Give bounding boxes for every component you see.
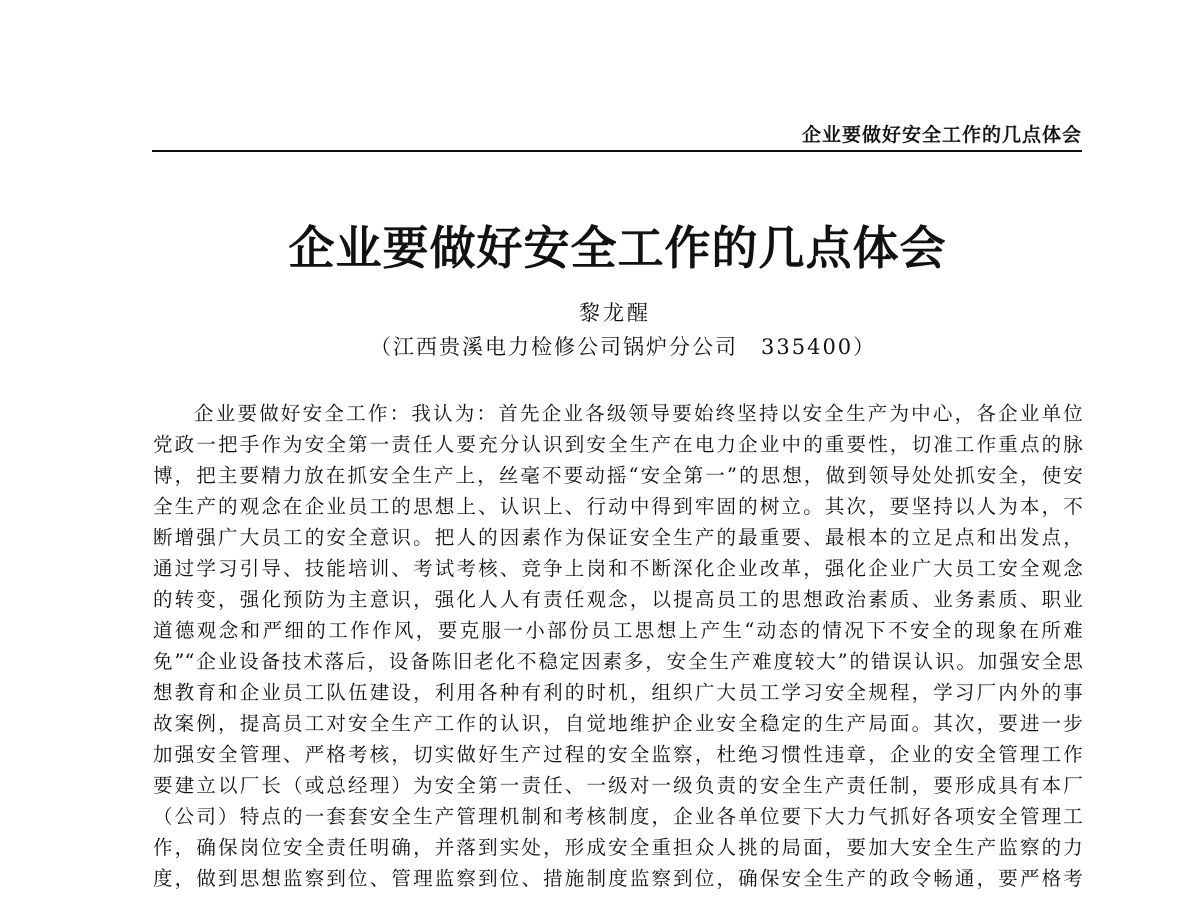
article-title: 企业要做好安全工作的几点体会 (288, 221, 947, 275)
article-body (153, 398, 1083, 894)
author-name: 黎龙醒 (579, 301, 651, 325)
body-line: （公司）特点的一套套安全生产管理机制和考核制度，企业各单位要下大力气抓好各项安全管理工 (153, 805, 1083, 828)
body-line: 全生产的观念在企业员工的思想上、认识上、行动中得到牢固的树立。其次，要坚持以人为本，不 (153, 495, 1083, 518)
body-line: 度，做到思想监察到位、管理监察到位、措施制度监察到位，确保安全生产的政令畅通，要严格考 (153, 867, 1083, 890)
body-line: 党政一把手作为安全第一责任人要充分认识到安全生产在电力企业中的重要性，切准工作重点的脉 (153, 433, 1083, 456)
body-line: 企业要做好安全工作：我认为：首先企业各级领导要始终坚持以安全生产为中心，各企业单位 (194, 402, 1083, 425)
body-line: 故案例，提高员工对安全生产工作的认识，自觉地维护企业安全稳定的生产局面。其次，要进一步 (153, 712, 1083, 735)
author-affiliation: （江西贵溪电力检修公司锅炉分公司 335400） (370, 335, 877, 359)
body-line: 博，把主要精力放在抓安全生产上，丝毫不要动摇“安全第一”的思想，做到领导处处抓安全，使安 (153, 464, 1083, 487)
body-line: 断增强广大员工的安全意识。把人的因素作为保证安全生产的最重要、最根本的立足点和出发点， (153, 526, 1083, 549)
body-line: 加强安全管理、严格考核，切实做好生产过程的安全监察，杜绝习惯性违章，企业的安全管理工作 (153, 743, 1083, 766)
body-line: 的转变，强化预防为主意识，强化人人有责任观念，以提高员工的思想政治素质、业务素质、职业 (153, 588, 1083, 611)
body-line: 道德观念和严细的工作作风，要克服一小部份员工思想上产生“动态的情况下不安全的现象在所难 (153, 619, 1083, 642)
body-line: 通过学习引导、技能培训、考试考核、竞争上岗和不断深化企业改革，强化企业广大员工安全观念 (153, 557, 1083, 580)
body-line: 要建立以厂长（或总经理）为安全第一责任、一级对一级负责的安全生产责任制，要形成具有本厂 (153, 774, 1083, 797)
running-header: 企业要做好安全工作的几点体会 (801, 124, 1082, 146)
body-line: 想教育和企业员工队伍建设，利用各种有利的时机，组织广大员工学习安全规程，学习厂内外的事 (153, 681, 1083, 704)
body-line: 免”“企业设备技术落后，设备陈旧老化不稳定因素多，安全生产难度较大”的错误认识。加强安全思 (153, 650, 1083, 673)
header-rule (152, 150, 1082, 152)
body-line: 作，确保岗位安全责任明确，并落到实处，形成安全重担众人挑的局面，要加大安全生产监察的力 (153, 836, 1083, 859)
